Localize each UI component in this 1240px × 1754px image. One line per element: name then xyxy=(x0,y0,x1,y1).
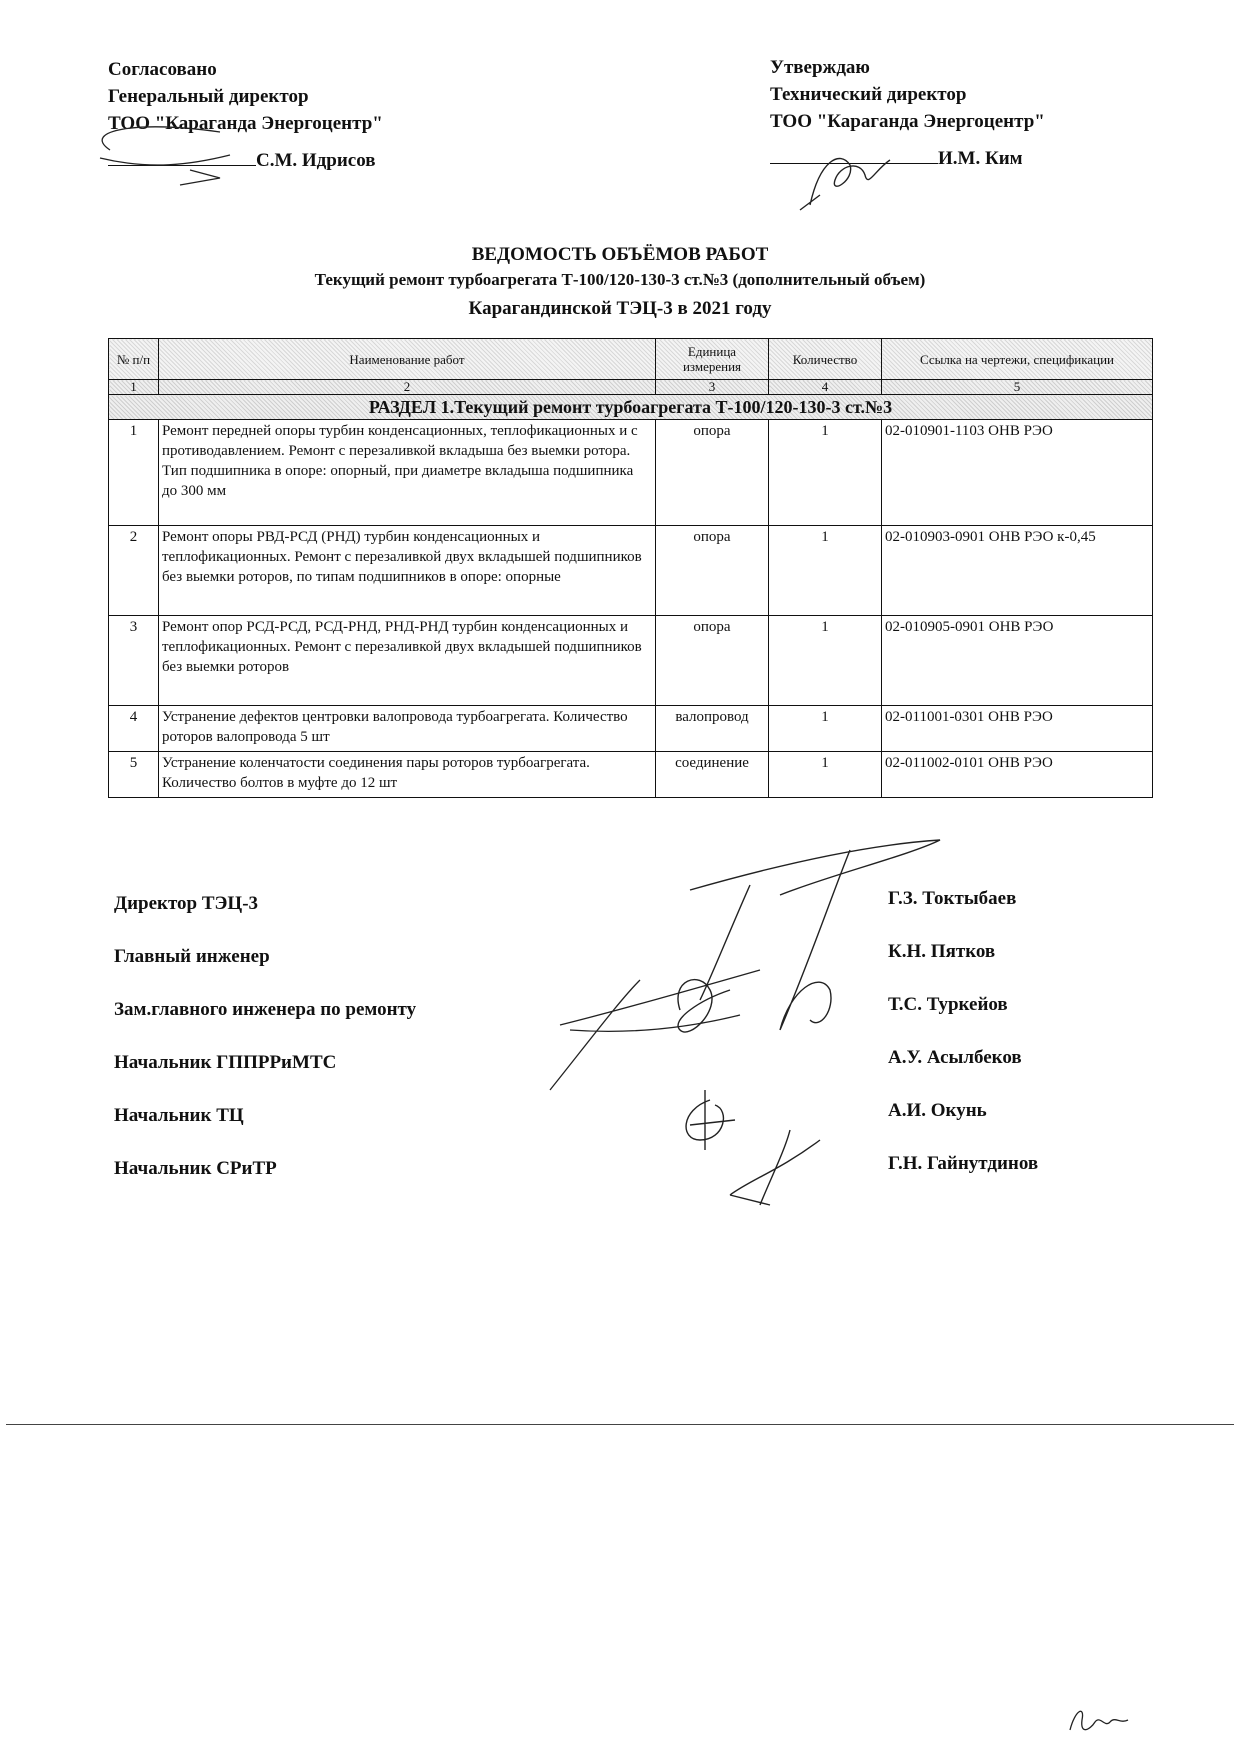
document-subtitle-2: Карагандинской ТЭЦ-3 в 2021 году xyxy=(468,298,772,319)
row-unit: опора xyxy=(656,420,769,526)
section-row xyxy=(109,395,1153,420)
row-ref: 02-010905-0901 ОНВ РЭО xyxy=(882,616,1153,706)
col-num: 5 xyxy=(882,380,1153,395)
header-ref: Ссылка на чертежи, спецификации xyxy=(882,339,1153,380)
table-row xyxy=(109,706,1153,752)
row-number: 3 xyxy=(109,616,159,706)
row-name: Ремонт опоры РВД-РСД (РНД) турбин конденсационных и теплофикационных. Ремонт с перезаливкой двух вкладышей подшипников без выемки роторов, по типам подшипников в опоре: опорные xyxy=(159,526,656,616)
table-row xyxy=(109,420,1153,526)
document-subtitle: Текущий ремонт турбоагрегата Т-100/120-130-3 ст.№3 (дополнительный объем) xyxy=(314,270,926,289)
row-name: Ремонт передней опоры турбин конденсационных, теплофикационных и с противодавлением. Ремонт с перезаливкой вкладыша без выемки ротора. Тип подшипника в опоре: опорный, при диаметре вкладыша подшипника до 300 мм xyxy=(159,420,656,526)
row-qty: 1 xyxy=(769,420,882,526)
works-table xyxy=(108,338,1153,798)
signer-position: Зам.главного инженера по ремонту xyxy=(114,999,417,1020)
document-title: ВЕДОМОСТЬ ОБЪЁМОВ РАБОТ xyxy=(471,244,769,265)
signature-left-image xyxy=(70,110,270,190)
col-num: 4 xyxy=(769,380,882,395)
row-unit: опора xyxy=(656,616,769,706)
signers-signatures-image xyxy=(530,840,970,1220)
signer-name: К.Н. Пятков xyxy=(888,941,996,962)
approval-right-position: Технический директор xyxy=(770,84,967,105)
signer-name: Г.З. Токтыбаев xyxy=(888,888,1017,909)
row-ref: 02-010903-0901 ОНВ РЭО к-0,45 xyxy=(882,526,1153,616)
signer-name: Т.С. Туркейов xyxy=(888,994,1008,1015)
col-num: 3 xyxy=(656,380,769,395)
header-qty: Количество xyxy=(769,339,882,380)
row-number: 5 xyxy=(109,752,159,798)
section-title: РАЗДЕЛ 1.Текущий ремонт турбоагрегата Т-100/120-130-3 ст.№3 xyxy=(109,395,1153,420)
row-ref: 02-010901-1103 ОНВ РЭО xyxy=(882,420,1153,526)
signer-name: А.И. Окунь xyxy=(888,1100,987,1121)
signer-position: Начальник ТЦ xyxy=(114,1105,244,1126)
row-qty: 1 xyxy=(769,706,882,752)
row-ref: 02-011002-0101 ОНВ РЭО xyxy=(882,752,1153,798)
table-header-row xyxy=(109,339,1153,380)
table-row xyxy=(109,752,1153,798)
approval-left-name: С.М. Идрисов xyxy=(256,150,376,171)
signature-right-image xyxy=(780,140,910,220)
row-ref: 02-011001-0301 ОНВ РЭО xyxy=(882,706,1153,752)
row-number: 4 xyxy=(109,706,159,752)
approval-left-company: ТОО "Караганда Энергоцентр" xyxy=(108,113,383,134)
signer-position: Начальник ГППРРиМТС xyxy=(114,1052,337,1073)
signer-position: Начальник СРиТР xyxy=(114,1158,277,1179)
header-name: Наименование работ xyxy=(159,339,656,380)
divider xyxy=(6,1424,1234,1425)
row-number: 2 xyxy=(109,526,159,616)
signer-positions xyxy=(114,893,416,1211)
initials-image xyxy=(1060,1700,1130,1740)
row-name: Ремонт опор РСД-РСД, РСД-РНД, РНД-РНД турбин конденсационных и теплофикационных. Ремонт с перезаливкой двух вкладышей подшипников без выемки роторов xyxy=(159,616,656,706)
signer-name: А.У. Асылбеков xyxy=(888,1047,1022,1068)
signer-position: Главный инженер xyxy=(114,946,270,967)
row-name: Устранение дефектов центровки валопровода турбоагрегата. Количество роторов валопровода 5 шт xyxy=(159,706,656,752)
header-unit: Единица измерения xyxy=(656,339,769,380)
approval-right-label: Утверждаю xyxy=(770,57,870,78)
row-name: Устранение коленчатости соединения пары роторов турбоагрегата. Количество болтов в муфте до 12 шт xyxy=(159,752,656,798)
row-number: 1 xyxy=(109,420,159,526)
signer-name: Г.Н. Гайнутдинов xyxy=(888,1153,1039,1174)
row-qty: 1 xyxy=(769,526,882,616)
signer-position: Директор ТЭЦ-3 xyxy=(114,893,259,914)
table-row xyxy=(109,616,1153,706)
row-qty: 1 xyxy=(769,616,882,706)
approval-right-company: ТОО "Караганда Энергоцентр" xyxy=(770,111,1045,132)
row-unit: соединение xyxy=(656,752,769,798)
approval-left-position: Генеральный директор xyxy=(108,86,309,107)
column-number-row xyxy=(109,380,1153,395)
approval-left-label: Согласовано xyxy=(108,59,217,80)
header-number: № п/п xyxy=(109,339,159,380)
col-num: 2 xyxy=(159,380,656,395)
table-row xyxy=(109,526,1153,616)
row-qty: 1 xyxy=(769,752,882,798)
approval-right-name: И.М. Ким xyxy=(938,148,1023,169)
row-unit: валопровод xyxy=(656,706,769,752)
col-num: 1 xyxy=(109,380,159,395)
row-unit: опора xyxy=(656,526,769,616)
